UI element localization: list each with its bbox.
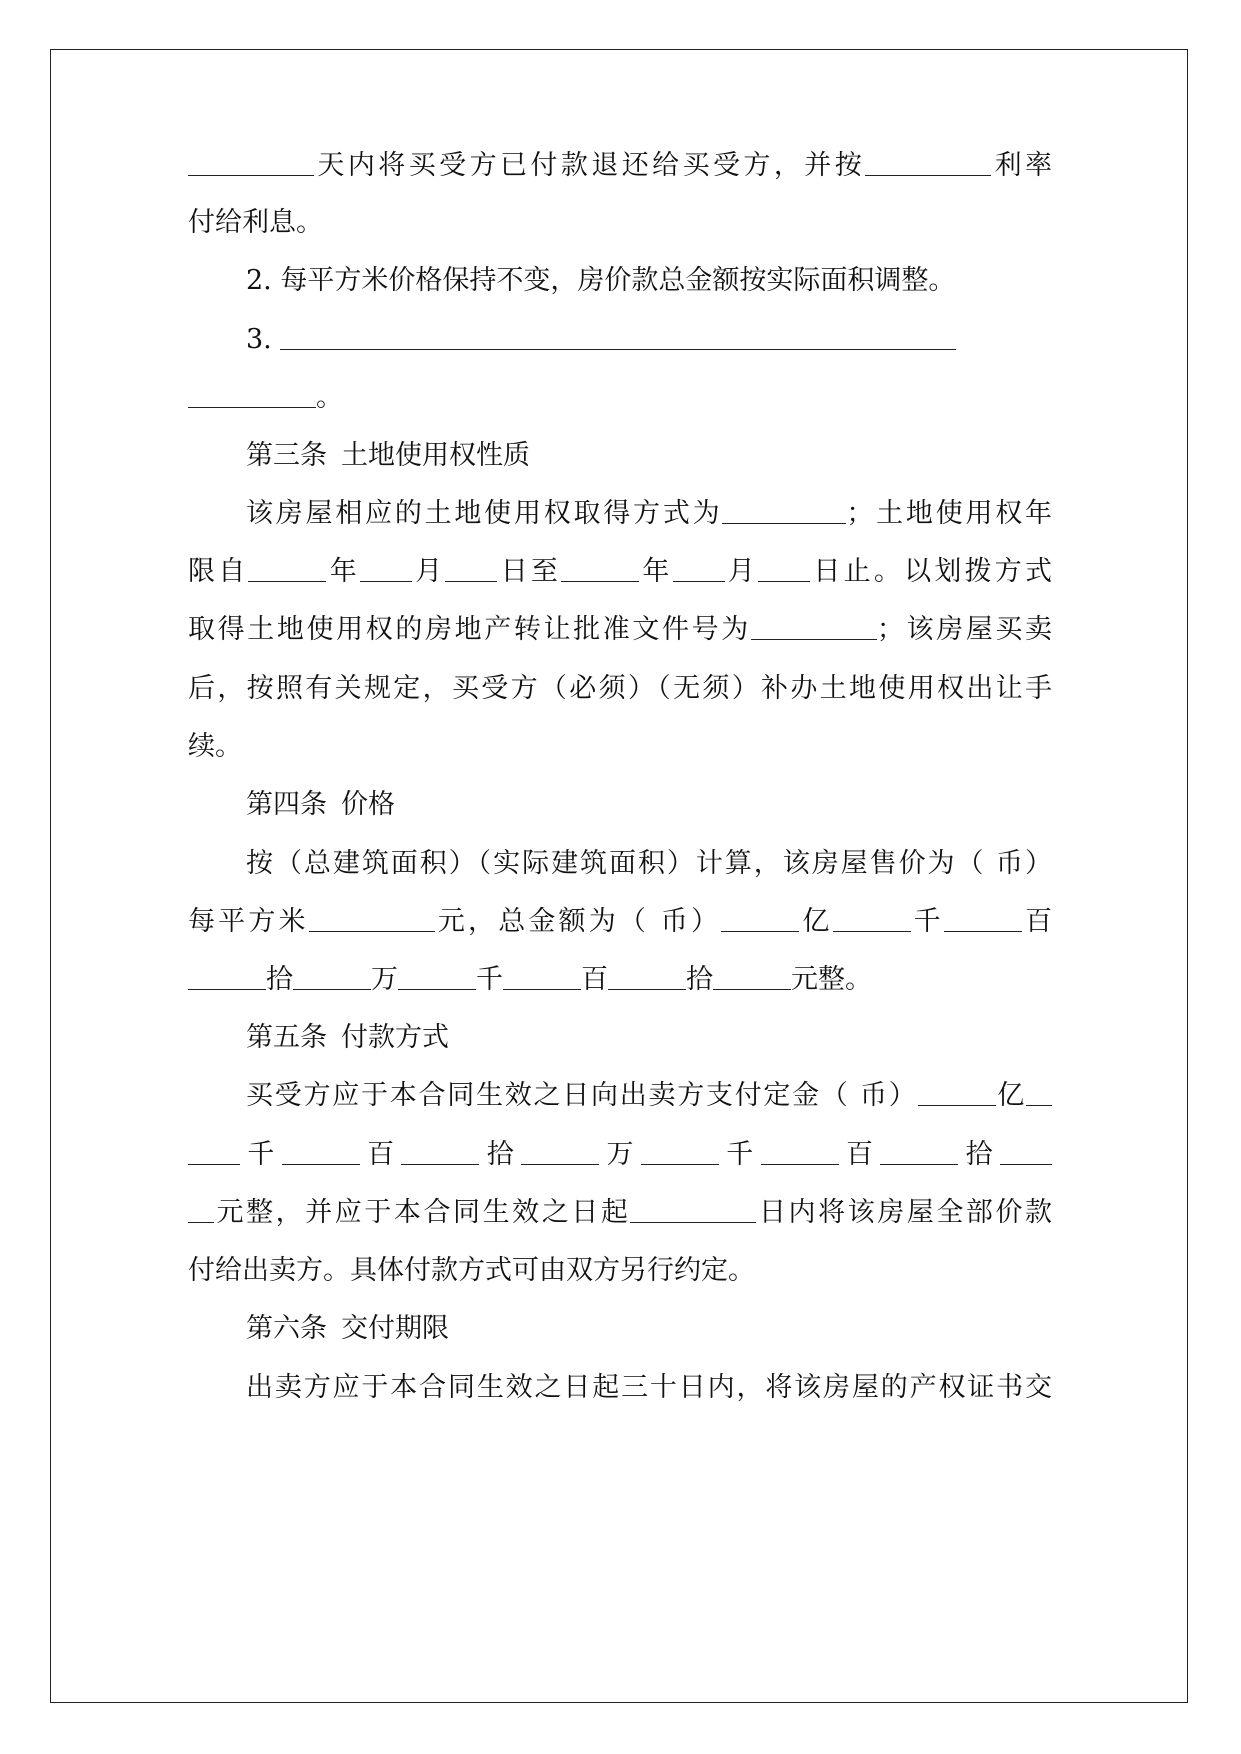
- blank-field: [641, 1138, 719, 1165]
- blank-field: [188, 1196, 214, 1223]
- text-line: [246, 320, 1052, 360]
- blank-field: [833, 905, 911, 932]
- text-segment: 百: [838, 1139, 881, 1170]
- text-segment: 出卖方应于本合同生效之日起三十日内，将该房屋的产权证书交: [246, 1372, 1052, 1403]
- blank-field: [503, 963, 581, 990]
- blank-field: [608, 963, 686, 990]
- text-line: [188, 960, 1052, 1000]
- blank-field: [630, 1196, 756, 1223]
- text-segment: 元，总金额为（ 币）: [434, 906, 722, 937]
- blank-field: [1026, 1079, 1052, 1106]
- text-segment: 利率: [991, 150, 1053, 181]
- text-segment: 日内将该房屋全部价款: [756, 1197, 1053, 1228]
- blank-field: [758, 555, 810, 582]
- text-line: [246, 1368, 1052, 1408]
- text-segment: 取得土地使用权的房地产转让批准文件号为: [188, 614, 751, 645]
- text-line: [246, 494, 1052, 534]
- blank-field: [761, 1138, 839, 1165]
- text-segment: 2. 每平方米价格保持不变，房价款总金额按实际面积调整。: [246, 265, 956, 296]
- text-line: [188, 902, 1052, 942]
- blank-field: [944, 905, 1022, 932]
- blank-field: [721, 905, 799, 932]
- text-segment: 续。: [188, 731, 242, 762]
- text-segment: 日止。以划拨方式: [810, 556, 1053, 587]
- text-line: [188, 378, 1052, 418]
- text-line: [188, 1193, 1052, 1233]
- text-segment: 付给出卖方。具体付款方式可由双方另行约定。: [188, 1255, 755, 1286]
- text-line: [188, 669, 1052, 709]
- text-line: [188, 610, 1052, 650]
- blank-field: [360, 555, 412, 582]
- article-title: 交付期限: [341, 1313, 449, 1344]
- text-segment: 亿: [995, 1080, 1026, 1111]
- text-line: [246, 261, 1052, 301]
- text-segment: 千: [476, 964, 503, 995]
- text-segment: 年: [639, 556, 673, 587]
- text-segment: 后，按照有关规定，买受方（必须）（无须）补办土地使用权出让手: [188, 673, 1052, 704]
- text-segment: 限自: [188, 556, 249, 587]
- text-segment: 付给利息。: [188, 207, 323, 238]
- text-segment: 该房屋相应的土地使用权取得方式为: [246, 498, 723, 529]
- text-line: [188, 1135, 1052, 1175]
- blank-field: [188, 381, 316, 408]
- text-segment: 千: [240, 1139, 282, 1170]
- blank-field: [188, 1138, 240, 1165]
- text-segment: 百: [359, 1139, 402, 1170]
- text-segment: 千: [910, 906, 944, 937]
- blank-field: [1000, 1138, 1052, 1165]
- text-segment: 买受方应于本合同生效之日向出卖方支付定金（ 币）: [246, 1080, 918, 1111]
- text-line: [188, 1251, 1052, 1291]
- blank-field: [445, 555, 497, 582]
- text-segment: 拾: [266, 964, 293, 995]
- article-heading: [246, 1309, 1052, 1349]
- text-segment: 元整。: [791, 964, 872, 995]
- blank-field: [713, 963, 791, 990]
- blank-field: [673, 555, 725, 582]
- text-segment: 万: [599, 1139, 641, 1170]
- text-segment: 亿: [799, 906, 833, 937]
- text-segment: 千: [718, 1139, 761, 1170]
- text-line: [188, 552, 1052, 592]
- text-line: [246, 844, 1052, 884]
- text-segment: ；土地使用权年: [846, 498, 1053, 529]
- article-heading: [246, 785, 1052, 825]
- text-segment: 日至: [497, 556, 562, 587]
- text-segment: 拾: [958, 1139, 1001, 1170]
- blank-field: [293, 963, 371, 990]
- text-segment: 百: [1021, 906, 1053, 937]
- blank-field: [865, 149, 991, 176]
- blank-field: [309, 905, 435, 932]
- blank-field: [722, 497, 846, 524]
- blank-field: [188, 963, 266, 990]
- blank-field: [521, 1138, 599, 1165]
- blank-field: [280, 323, 956, 350]
- blank-field: [282, 1138, 360, 1165]
- blank-field: [561, 555, 639, 582]
- text-segment: 月: [724, 556, 759, 587]
- blank-field: [751, 613, 877, 640]
- text-segment: 拾: [686, 964, 713, 995]
- text-line: [188, 146, 1052, 186]
- article-title: 价格: [341, 789, 395, 820]
- article-number: 第六条: [246, 1313, 327, 1344]
- text-line: [246, 1076, 1052, 1116]
- text-segment: 月: [411, 556, 446, 587]
- text-segment: 拾: [479, 1139, 522, 1170]
- text-line: [188, 727, 1052, 767]
- article-heading: [246, 1018, 1052, 1058]
- article-number: 第五条: [246, 1022, 327, 1053]
- blank-field: [918, 1079, 996, 1106]
- text-segment: 年: [326, 556, 360, 587]
- blank-field: [880, 1138, 958, 1165]
- text-segment: 。: [316, 382, 343, 413]
- article-number: 第三条: [246, 440, 327, 471]
- article-number: 第四条: [246, 789, 327, 820]
- text-segment: 元整，并应于本合同生效之日起: [214, 1197, 631, 1228]
- text-segment: 百: [581, 964, 608, 995]
- text-segment: 按（总建筑面积）（实际建筑面积）计算，该房屋售价为（ 币）: [246, 848, 1052, 879]
- text-segment: 天内将买受方已付款退还给买受方，并按: [314, 150, 866, 181]
- blank-field: [248, 555, 326, 582]
- text-segment: ；该房屋买卖: [876, 614, 1052, 645]
- blank-field: [398, 963, 476, 990]
- text-segment: 万: [371, 964, 398, 995]
- text-segment: 3.: [246, 324, 272, 355]
- article-title: 付款方式: [341, 1022, 449, 1053]
- text-segment: 每平方米: [188, 906, 309, 937]
- text-line: [188, 203, 1052, 243]
- article-title: 土地使用权性质: [341, 440, 530, 471]
- article-heading: [246, 436, 1052, 476]
- blank-field: [401, 1138, 479, 1165]
- blank-field: [188, 149, 314, 176]
